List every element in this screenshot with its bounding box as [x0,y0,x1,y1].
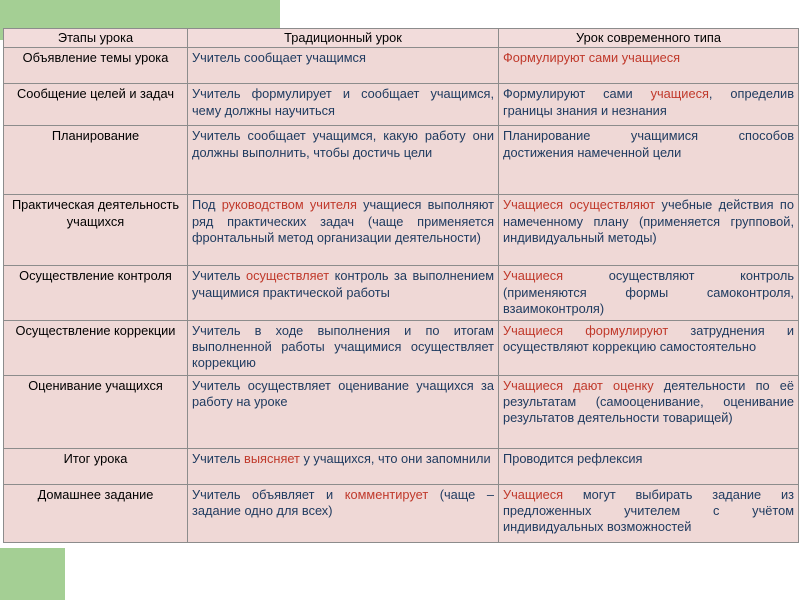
stage-cell: Домашнее задание [4,484,188,542]
traditional-cell [188,126,499,195]
cell-text: Учитель [192,268,246,284]
modern-cell [499,448,799,484]
modern-cell [499,84,799,126]
table-row [4,484,799,542]
highlighted-text: комментирует [344,486,429,502]
stage-cell: Итог урока [4,448,188,484]
cell-text: Учитель формулирует и сообщает учащимся, чему должны научиться [192,86,494,118]
table-header-row [4,29,799,48]
traditional-cell [188,375,499,448]
traditional-cell [188,320,499,375]
traditional-cell [188,84,499,126]
stage-cell: Оценивание учащихся [4,375,188,448]
highlighted-text: осуществляет [245,268,330,284]
modern-cell [499,48,799,84]
decorative-green-block-bottom [0,548,65,600]
cell-text: (чаще – задание одно для всех) [192,486,494,519]
cell-text: Учитель в ходе выполнения и по итогам выполненной работы учащимися осуществляет коррекцию [192,322,494,371]
highlighted-text: выясняет [244,450,300,466]
cell-text: у учащихся, что они запомнили [299,450,491,466]
table-row [4,375,799,448]
cell-text: деятельности по её результатам (самооценивание, оценивание результатов деятельности товарищей) [503,377,794,426]
highlighted-text: Учащиеся формулируют [503,322,669,338]
cell-text: Учитель [192,450,245,466]
highlighted-text: Учащиеся осуществляют [503,197,656,213]
modern-cell [499,266,799,320]
cell-text: Планирование учащимися способов достижения намеченной цели [503,128,794,160]
table-row [4,48,799,84]
cell-text: учебные действия по намеченному плану (применяется групповой, индивидуальный методы) [503,197,794,246]
cell-text: Формулируют сами [503,86,651,102]
traditional-cell [188,266,499,320]
cell-text: Учитель сообщает учащимся [192,50,366,66]
cell-text: могут выбирать задание из предложенных учителем с учётом индивидуальных возможностей [503,486,794,535]
cell-text: Под [192,197,222,213]
modern-cell [499,484,799,542]
modern-cell [499,320,799,375]
traditional-cell [188,195,499,266]
highlighted-text: Учащиеся [503,268,564,284]
cell-text: осуществляют контроль (применяются формы самоконтроля, взаимоконтроля) [503,268,794,317]
traditional-cell [188,448,499,484]
highlighted-text: Формулируют сами учащиеся [503,50,681,66]
stage-cell: Осуществление контроля [4,266,188,320]
lesson-comparison-table [3,28,799,543]
highlighted-text: Учащиеся дают оценку [503,377,654,393]
table-row [4,266,799,320]
stage-cell: Планирование [4,126,188,195]
stage-cell: Практическая деятельность учащихся [4,195,188,266]
modern-cell [499,195,799,266]
cell-text: Учитель объявляет и [192,486,345,502]
cell-text: Учитель осуществляет оценивание учащихся за работу на уроке [192,377,494,410]
table-row [4,448,799,484]
modern-cell [499,375,799,448]
header-stages: Этапы урока [4,29,188,48]
modern-cell [499,126,799,195]
highlighted-text: Учащиеся [503,486,564,502]
table-row [4,126,799,195]
highlighted-text: руководством учителя [221,197,357,213]
header-traditional: Традиционный урок [188,29,499,48]
cell-text: Учитель сообщает учащимся, какую работу они должны выполнить, чтобы достичь цели [192,128,494,160]
stage-cell: Осуществление коррекции [4,320,188,375]
table-row [4,195,799,266]
cell-text: контроль за выполнением учащимися практической работы [192,268,494,300]
table-row [4,84,799,126]
stage-cell: Объявление темы урока [4,48,188,84]
header-modern: Урок современного типа [499,29,799,48]
traditional-cell [188,48,499,84]
highlighted-text: учащиеся [650,86,709,102]
cell-text: учащиеся выполняют ряд практических задач (чаще применяется фронтальный метод организации деятельности) [192,197,494,246]
cell-text: затруднения и осуществляют коррекцию самостоятельно [503,322,794,355]
traditional-cell [188,484,499,542]
cell-text: Проводится рефлексия [503,450,643,466]
cell-text: , определив границы знания и незнания [503,86,795,118]
stage-cell: Сообщение целей и задач [4,84,188,126]
table-row [4,320,799,375]
